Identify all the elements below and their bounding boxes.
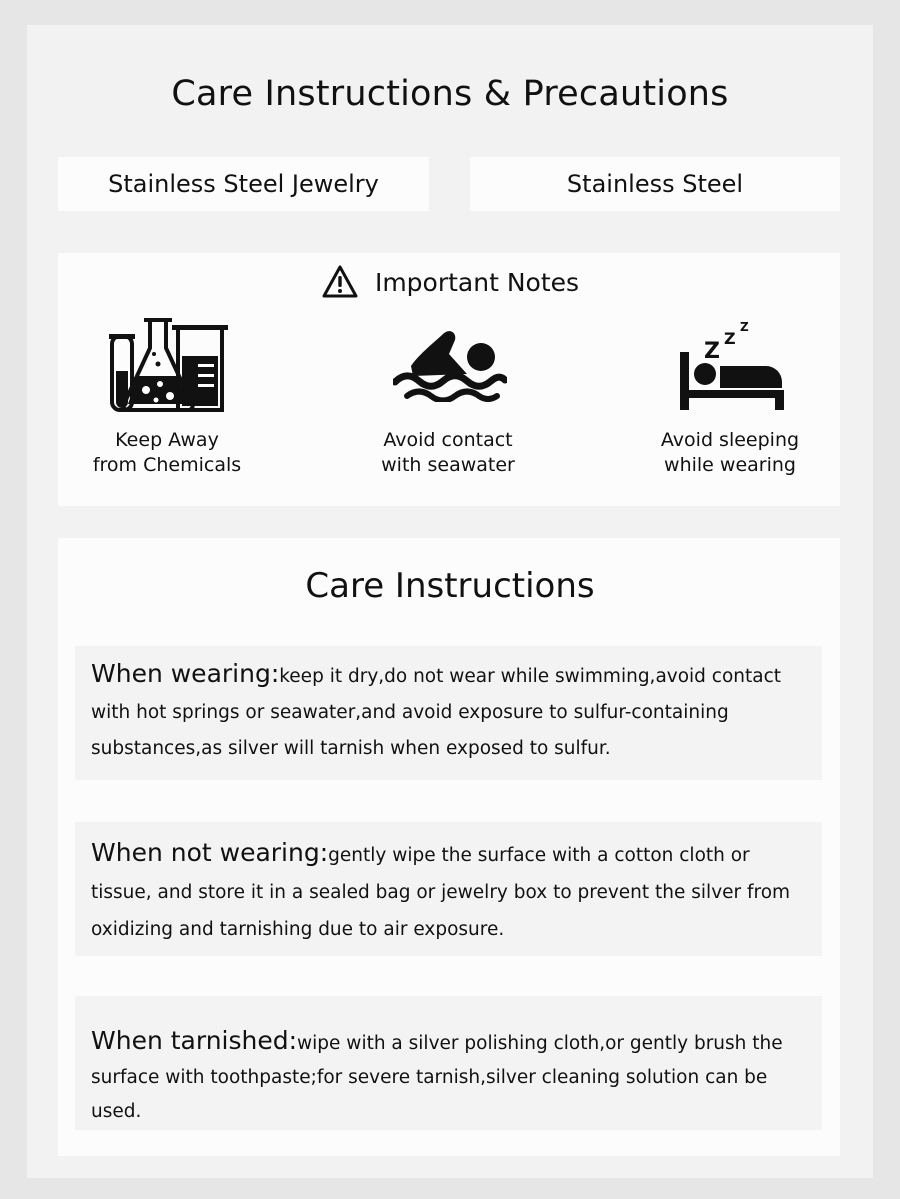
care-block-text: wipe with a silver polishing cloth,or gently brush the surface with toothpaste;for severe tarnish,silver cleaning solution can be used. — [91, 1033, 783, 1122]
care-block-lead: When tarnished: — [91, 1026, 298, 1055]
care-block-not-wearing — [75, 822, 822, 956]
care-block-text: gently wipe the surface with a cotton cloth or tissue, and store it in a sealed bag or jewelry box to prevent the silver from oxidizing and tarnishing due to air exposure. — [91, 845, 791, 940]
chemical-flasks-icon — [108, 316, 228, 414]
care-block-text: keep it dry,do not wear while swimming,avoid contact with hot springs or seawater,and avoid exposure to sulfur-containing substances,as silver will tarnish when exposed to sulfur. — [91, 666, 782, 759]
page-title: Care Instructions & Precautions — [171, 74, 729, 114]
sleeping-bed-icon — [678, 316, 786, 410]
warning-icon — [321, 264, 359, 300]
care-block-lead: When wearing: — [91, 659, 280, 688]
note-label-sleeping: Avoid sleeping while wearing — [660, 429, 800, 476]
note-label-seawater: Avoid contact with seawater — [381, 429, 515, 476]
important-notes-label: Important Notes — [374, 267, 580, 297]
important-notes-heading — [0, 262, 900, 302]
care-block-lead: When not wearing: — [91, 838, 329, 867]
care-block-tarnished — [75, 996, 822, 1130]
material-tag-steel: Stainless Steel — [470, 157, 840, 211]
note-label-chemicals: Keep Away from Chemicals — [92, 429, 242, 476]
svg-text:Z: Z — [724, 329, 736, 348]
material-tag-jewelry: Stainless Steel Jewelry — [58, 157, 429, 211]
swimmer-icon — [393, 326, 507, 402]
svg-text:Z: Z — [740, 320, 749, 334]
care-block-wearing — [75, 646, 822, 780]
care-instructions-title: Care Instructions — [305, 566, 595, 606]
svg-text:Z: Z — [704, 339, 720, 364]
